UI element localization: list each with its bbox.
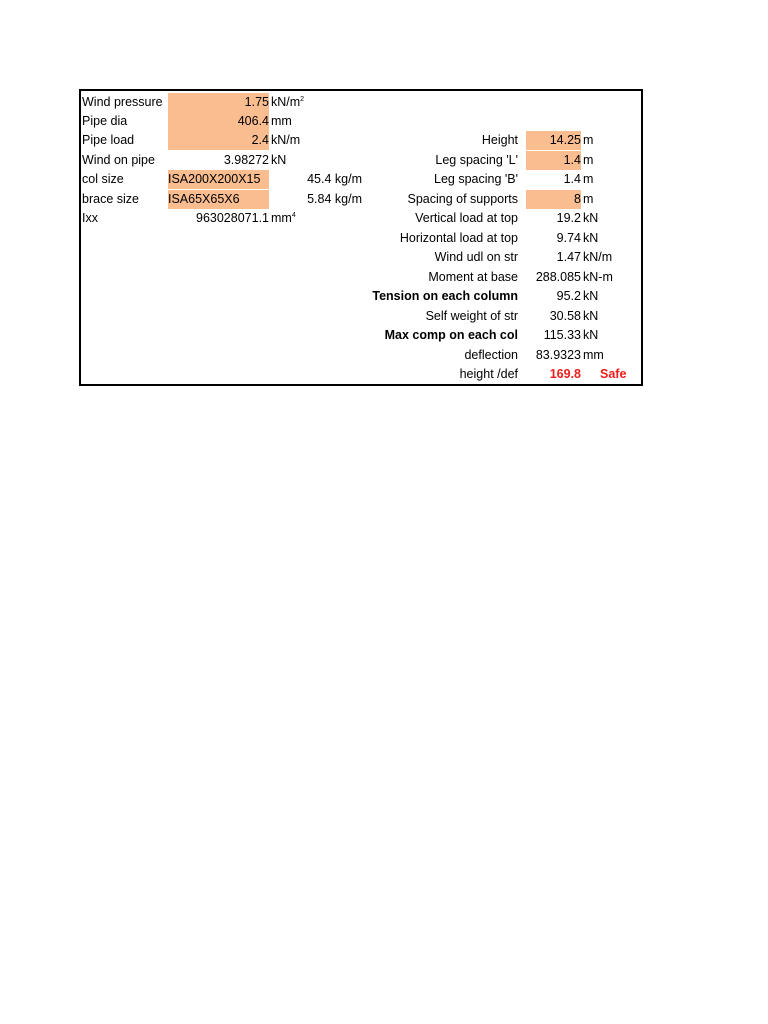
spacing-supports-label: Spacing of supports [407, 192, 518, 206]
tension-column-label: Tension on each column [372, 289, 518, 303]
leg-spacing-b-value: 1.4 [563, 172, 581, 186]
pipe-dia-unit: mm [271, 114, 292, 128]
wind-pressure-value[interactable]: 1.75 [168, 93, 269, 112]
col-size-value[interactable]: ISA200X200X15 [168, 170, 269, 189]
self-weight-label: Self weight of str [425, 309, 518, 323]
max-comp-unit: kN [583, 328, 599, 342]
height-unit: m [583, 133, 594, 147]
height-value[interactable]: 14.25 [526, 131, 581, 150]
brace-size-weight: 5.84 kg/m [307, 192, 362, 206]
leg-spacing-l-unit: m [583, 153, 594, 167]
tension-column-value: 95.2 [556, 289, 581, 303]
wind-pressure-unit: $kN/m^2$ [271, 95, 305, 109]
wind-udl-value: 1.47 [556, 250, 581, 264]
pipe-dia-value[interactable]: 406.4 [168, 112, 269, 131]
moment-base-value: 288.085 [535, 270, 581, 284]
horizontal-load-label: Horizontal load at top [399, 231, 518, 245]
wind-on-pipe-unit: kN [271, 153, 287, 167]
deflection-value: 83.9323 [535, 348, 581, 362]
wind-udl-label: Wind udl on str [434, 250, 518, 264]
max-comp-label: Max comp on each col [384, 328, 518, 342]
leg-spacing-l-label: Leg spacing 'L' [435, 153, 518, 167]
horizontal-load-value: 9.74 [556, 231, 581, 245]
wind-udl-unit: kN/m [583, 250, 613, 264]
leg-spacing-b-label: Leg spacing 'B' [434, 172, 518, 186]
brace-size-value[interactable]: ISA65X65X6 [168, 190, 269, 209]
leg-spacing-b-unit: m [583, 172, 594, 186]
wind-on-pipe-label: Wind on pipe [82, 153, 155, 167]
deflection-label: deflection [464, 348, 518, 362]
moment-base-unit: kN-m [583, 270, 613, 284]
horizontal-load-unit: kN [583, 231, 599, 245]
pipe-dia-label: Pipe dia [82, 114, 128, 128]
height-def-value: 169.8 [549, 367, 581, 381]
deflection-unit: mm [583, 348, 604, 362]
spreadsheet-table [79, 89, 643, 386]
self-weight-value: 30.58 [549, 309, 581, 323]
wind-pressure-label: Wind pressure [82, 95, 163, 109]
pipe-load-label: Pipe load [82, 133, 135, 147]
ixx-unit: $mm^4$ [271, 211, 296, 225]
col-size-label: col size [82, 172, 124, 186]
pipe-load-unit: kN/m [271, 133, 301, 147]
wind-on-pipe-value: 3.98272 [223, 153, 269, 167]
vertical-load-label: Vertical load at top [415, 211, 518, 225]
ixx-label: Ixx [82, 211, 98, 225]
spacing-supports-unit: m [583, 192, 594, 206]
brace-size-label: brace size [82, 192, 139, 206]
spacing-supports-value[interactable]: 8 [526, 190, 581, 209]
tension-column-unit: kN [583, 289, 599, 303]
height-def-label: height /def [459, 367, 518, 381]
moment-base-label: Moment at base [428, 270, 518, 284]
self-weight-unit: kN [583, 309, 599, 323]
col-size-weight: 45.4 kg/m [307, 172, 362, 186]
vertical-load-unit: kN [583, 211, 599, 225]
vertical-load-value: 19.2 [556, 211, 581, 225]
pipe-load-value[interactable]: 2.4 [168, 131, 269, 150]
leg-spacing-l-value[interactable]: 1.4 [526, 151, 581, 170]
ixx-value: 963028071.1 [196, 211, 269, 225]
height-label: Height [481, 133, 518, 147]
safety-status: Safe [600, 367, 627, 381]
max-comp-value: 115.33 [543, 328, 581, 342]
